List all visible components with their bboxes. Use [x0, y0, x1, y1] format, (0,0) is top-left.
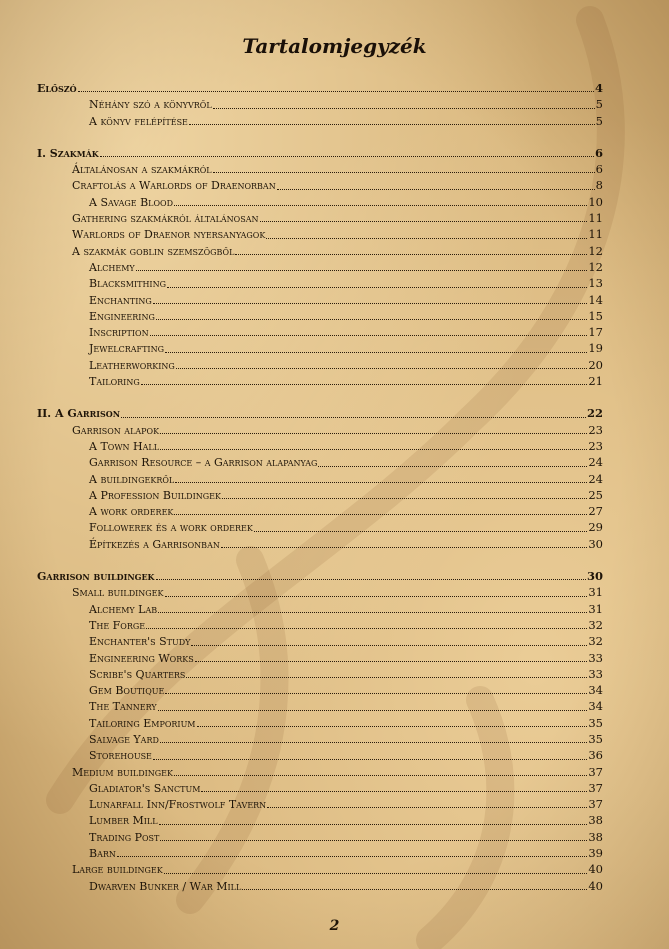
dot-leader — [165, 595, 588, 597]
toc-entry-page: 32 — [588, 634, 603, 649]
section-spacer — [37, 129, 603, 145]
toc-entry-page: 38 — [588, 813, 603, 828]
toc-entry-page: 24 — [588, 455, 603, 470]
toc-entry[interactable] — [37, 487, 603, 503]
toc-entry-page: 17 — [588, 325, 603, 340]
dot-leader — [117, 855, 587, 857]
toc-entry-label: Salvage Yard — [89, 732, 159, 746]
toc-entry[interactable] — [37, 438, 603, 454]
dot-leader — [267, 806, 587, 808]
toc-entry-label: Enchanting — [89, 293, 152, 307]
toc-entry-label: A Profession Buildingek — [89, 488, 221, 502]
dot-leader — [160, 741, 587, 743]
toc-entry-page: 37 — [588, 764, 603, 779]
toc-entry-label: Alchemy Lab — [89, 602, 158, 616]
toc-entry-page: 36 — [588, 748, 603, 763]
toc-entry-page: 6 — [595, 162, 603, 177]
toc-entry-label: Warlords of Draenor nyersanyagok — [72, 228, 266, 242]
toc-entry-page: 6 — [594, 145, 603, 160]
toc-entry[interactable] — [37, 731, 603, 747]
dot-leader — [213, 107, 595, 109]
toc-entry-label: Medium buildingek — [72, 765, 173, 779]
dot-leader — [121, 416, 586, 418]
toc-entry-label: Előszó — [37, 82, 77, 95]
toc-entry[interactable] — [37, 113, 603, 129]
toc-entry-page: 25 — [588, 487, 603, 502]
toc-entry-label: Engineering Works — [89, 651, 194, 665]
toc-entry-page: 14 — [588, 292, 603, 307]
dot-leader — [235, 253, 587, 255]
dot-leader — [174, 513, 587, 515]
dot-leader — [175, 481, 587, 483]
toc-entry-label: Garrison alapok — [72, 423, 160, 437]
dot-leader — [277, 188, 595, 190]
dot-leader — [260, 220, 588, 222]
toc-entry-label: Small buildingek — [72, 586, 164, 600]
toc-entry-page: 10 — [588, 194, 603, 209]
toc-entry-page: 33 — [588, 650, 603, 665]
toc-entry[interactable] — [37, 503, 603, 519]
toc-entry-label: Inscription — [89, 326, 149, 340]
dot-leader — [165, 351, 587, 353]
toc-entry-label: Tailoring Emporium — [89, 716, 196, 730]
toc-entry-page: 30 — [588, 536, 603, 551]
toc-entry[interactable] — [37, 715, 603, 731]
toc-entry-label: Leatherworking — [89, 358, 175, 372]
dot-leader — [174, 204, 587, 206]
toc-entry[interactable] — [37, 194, 603, 210]
toc-entry-label: Large buildingek — [72, 863, 163, 877]
toc-entry[interactable] — [37, 96, 603, 112]
toc-entry-page: 33 — [588, 666, 603, 681]
toc-entry[interactable] — [37, 812, 603, 828]
toc-entry-page: 15 — [588, 308, 603, 323]
toc-entry-page: 34 — [588, 683, 603, 698]
toc-entry-page: 5 — [595, 97, 603, 112]
dot-leader — [167, 286, 587, 288]
toc-entry[interactable] — [37, 568, 603, 584]
toc-entry[interactable] — [37, 177, 603, 193]
toc-entry[interactable] — [37, 405, 603, 421]
toc-entry[interactable] — [37, 471, 603, 487]
toc-entry-label: Lunarfall Inn/Frostwolf Tavern — [89, 798, 267, 812]
toc-entry-page: 35 — [588, 715, 603, 730]
toc-entry-page: 38 — [588, 829, 603, 844]
dot-leader — [156, 318, 588, 320]
toc-entry-label: Trading Post — [89, 830, 160, 844]
toc-entry-label: Scribe's Quarters — [89, 667, 186, 681]
toc-entry[interactable] — [37, 796, 603, 812]
toc-entry-page: 37 — [588, 780, 603, 795]
dot-leader — [186, 676, 587, 678]
toc-entry-label: Blacksmithing — [89, 277, 166, 291]
toc-entry-label: Craftolás a Warlords of Draenorban — [72, 179, 276, 193]
dot-leader — [165, 692, 587, 694]
dot-leader — [213, 171, 595, 173]
toc-entry[interactable] — [37, 682, 603, 698]
toc-entry[interactable] — [37, 145, 603, 161]
toc-entry-page: 4 — [594, 81, 603, 95]
toc-entry[interactable] — [37, 519, 603, 535]
toc-entry-page: 20 — [588, 357, 603, 372]
toc-entry[interactable] — [37, 829, 603, 845]
dot-leader — [197, 725, 588, 727]
dot-leader — [160, 432, 587, 434]
toc-entry-label: Tailoring — [89, 375, 140, 389]
toc-entry[interactable] — [37, 275, 603, 291]
toc-entry-label: Jewelcrafting — [89, 342, 164, 356]
toc-entry[interactable] — [37, 357, 603, 373]
toc-entry-label: Barn — [89, 847, 116, 861]
toc-entry[interactable] — [37, 292, 603, 308]
dot-leader — [153, 758, 587, 760]
dot-leader — [164, 872, 588, 874]
toc-entry-label: Gladiator's Sanctum — [89, 781, 201, 795]
dot-leader — [146, 627, 587, 629]
toc-entry-label: A könyv felépítése — [89, 114, 188, 128]
toc-entry[interactable] — [37, 780, 603, 796]
page-number: 2 — [329, 918, 340, 934]
toc-entry[interactable] — [37, 308, 603, 324]
dot-leader — [100, 155, 594, 157]
table-of-contents — [37, 80, 603, 894]
section-spacer — [37, 552, 603, 568]
dot-leader — [160, 448, 587, 450]
toc-entry-label: Néhány szó a könyvről — [89, 98, 212, 112]
toc-entry-label: Engineering — [89, 309, 155, 323]
toc-entry-page: 19 — [588, 341, 603, 356]
toc-entry-label: A Town Hall — [89, 439, 160, 453]
toc-entry-page: 31 — [588, 601, 603, 616]
toc-entry[interactable] — [37, 845, 603, 861]
toc-entry-page: 35 — [588, 731, 603, 746]
toc-entry-page: 39 — [588, 846, 603, 861]
toc-entry[interactable] — [37, 633, 603, 649]
dot-leader — [195, 660, 588, 662]
toc-entry-page: 13 — [588, 276, 603, 291]
toc-entry[interactable] — [37, 764, 603, 780]
toc-entry[interactable] — [37, 243, 603, 259]
dot-leader — [254, 530, 588, 532]
toc-entry-label: A szakmák goblin szemszögből — [72, 244, 235, 258]
dot-leader — [78, 90, 594, 92]
dot-leader — [141, 383, 588, 385]
toc-entry-label: Storehouse — [89, 749, 152, 763]
toc-entry[interactable] — [37, 340, 603, 356]
dot-leader — [191, 644, 587, 646]
toc-entry-page: 21 — [588, 374, 603, 389]
toc-entry[interactable] — [37, 454, 603, 470]
toc-entry[interactable] — [37, 698, 603, 714]
dot-leader — [176, 367, 588, 369]
toc-entry-label: Garrison buildingek — [37, 570, 155, 584]
dot-leader — [318, 465, 587, 467]
toc-entry[interactable] — [37, 422, 603, 438]
toc-entry[interactable] — [37, 324, 603, 340]
page-title: Tartalomjegyzék — [242, 34, 427, 58]
toc-entry-page: 12 — [588, 243, 603, 258]
toc-entry-page: 40 — [588, 862, 603, 877]
toc-entry-page: 22 — [586, 406, 603, 421]
toc-entry-label: Enchanter's Study — [89, 635, 191, 649]
toc-entry-label: I. Szakmák — [37, 146, 99, 160]
toc-entry-page: 23 — [588, 422, 603, 437]
toc-entry[interactable] — [37, 80, 603, 96]
toc-entry-label: Gem Boutique — [89, 684, 165, 698]
toc-entry[interactable] — [37, 259, 603, 275]
toc-entry-page: 29 — [588, 520, 603, 535]
toc-entry-label: Általánosan a szakmákról — [72, 163, 212, 177]
toc-entry-label: Lumber Mill — [89, 814, 158, 828]
toc-entry-label: II. A Garrison — [37, 407, 121, 421]
dot-leader — [221, 546, 588, 548]
toc-entry-label: Építkezés a Garrisonban — [89, 537, 220, 551]
toc-entry-label: Dwarven Bunker / War Mill — [89, 879, 242, 893]
dot-leader — [242, 888, 587, 890]
toc-entry-page: 8 — [595, 178, 603, 193]
toc-entry[interactable] — [37, 373, 603, 389]
dot-leader — [201, 790, 587, 792]
dot-leader — [136, 269, 588, 271]
dot-leader — [156, 578, 586, 580]
toc-entry[interactable] — [37, 878, 603, 894]
toc-entry[interactable] — [37, 536, 603, 552]
toc-entry[interactable] — [37, 666, 603, 682]
toc-entry[interactable] — [37, 650, 603, 666]
toc-entry-label: The Tannery — [89, 700, 157, 714]
toc-entry[interactable] — [37, 161, 603, 177]
dot-leader — [222, 497, 587, 499]
toc-entry-page: 23 — [588, 438, 603, 453]
toc-entry-page: 12 — [588, 259, 603, 274]
toc-entry-page: 34 — [588, 699, 603, 714]
toc-entry-page: 5 — [595, 113, 603, 128]
toc-entry-label: Alchemy — [89, 260, 135, 274]
toc-entry-page: 31 — [588, 585, 603, 600]
toc-entry[interactable] — [37, 861, 603, 877]
toc-entry[interactable] — [37, 226, 603, 242]
dot-leader — [189, 123, 595, 125]
toc-entry[interactable] — [37, 210, 603, 226]
toc-entry[interactable] — [37, 601, 603, 617]
toc-entry-label: The Forge — [89, 618, 146, 632]
dot-leader — [160, 839, 587, 841]
dot-leader — [174, 774, 587, 776]
toc-entry-label: A Savage Blood — [89, 195, 174, 209]
toc-entry-label: Garrison Resource – a Garrison alapanyag — [89, 456, 318, 470]
dot-leader — [266, 237, 587, 239]
toc-entry-label: Gathering szakmákról általánosan — [72, 212, 259, 226]
toc-entry[interactable] — [37, 747, 603, 763]
dot-leader — [158, 611, 587, 613]
dot-leader — [153, 302, 588, 304]
toc-entry-page: 40 — [588, 878, 603, 893]
dot-leader — [150, 334, 588, 336]
toc-entry-label: A work orderek — [89, 505, 174, 519]
toc-entry-page: 27 — [588, 504, 603, 519]
toc-entry[interactable] — [37, 617, 603, 633]
toc-entry-page: 32 — [588, 617, 603, 632]
toc-entry-page: 24 — [588, 471, 603, 486]
toc-entry[interactable] — [37, 584, 603, 600]
toc-entry-page: 11 — [588, 211, 603, 226]
section-spacer — [37, 389, 603, 405]
dot-leader — [158, 709, 588, 711]
toc-entry-page: 11 — [588, 227, 603, 242]
toc-entry-page: 37 — [588, 797, 603, 812]
dot-leader — [159, 823, 588, 825]
toc-entry-label: A buildingekről — [89, 472, 175, 486]
toc-entry-page: 30 — [586, 569, 603, 584]
toc-entry-label: Followerek és a work orderek — [89, 521, 253, 535]
